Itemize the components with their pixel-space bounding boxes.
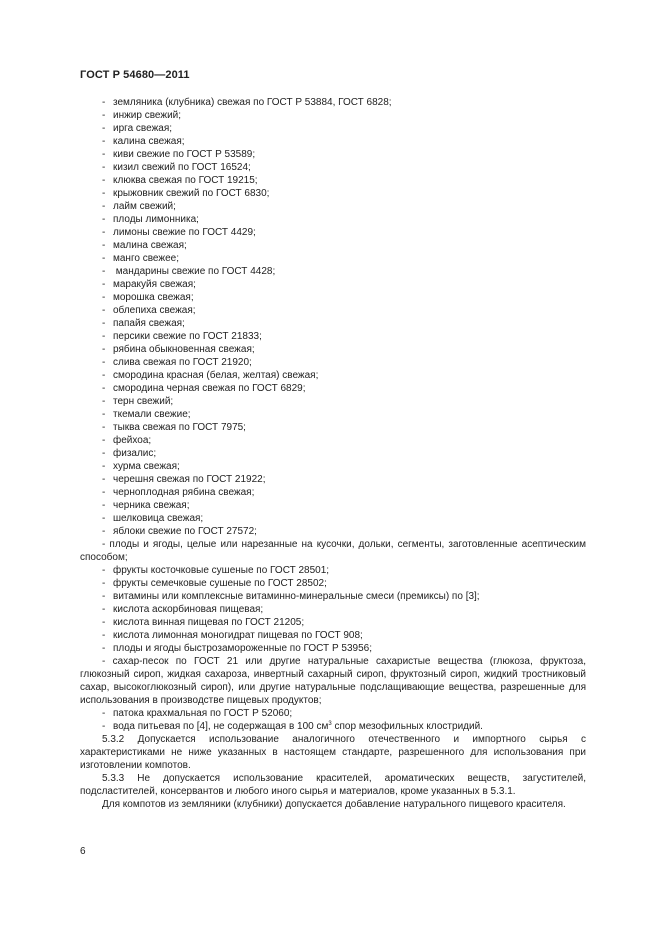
list-item-text: смородина красная (белая, желтая) свежая; xyxy=(113,370,319,381)
list-item xyxy=(80,434,586,447)
list-item xyxy=(80,278,586,291)
list-item xyxy=(80,382,586,395)
list-item xyxy=(80,577,586,590)
list-item-text: смородина черная свежая по ГОСТ 6829; xyxy=(113,383,306,394)
list-dash: - xyxy=(102,643,106,654)
list-dash: - xyxy=(102,110,106,121)
paragraph-strawberry-dye: Для компотов из земляники (клубники) допускается добавление натурального пищевого красителя. xyxy=(102,799,566,810)
list-item xyxy=(80,447,586,460)
ingredient-list-2 xyxy=(80,564,586,655)
list-item-text: патока крахмальная по ГОСТ Р 52060; xyxy=(113,708,293,719)
list-dash: - xyxy=(102,279,106,290)
list-item-text: фрукты семечковые сушеные по ГОСТ 28502; xyxy=(113,578,327,589)
list-item-text: тыква свежая по ГОСТ 7975; xyxy=(113,422,246,433)
list-dash: - xyxy=(102,578,106,589)
list-item-text: облепиха свежая; xyxy=(113,305,196,316)
list-item xyxy=(80,317,586,330)
list-dash: - xyxy=(102,617,106,628)
list-dash: - xyxy=(102,188,106,199)
list-dash: - xyxy=(102,318,106,329)
list-item-text: папайя свежая; xyxy=(113,318,185,329)
list-item xyxy=(80,239,586,252)
list-dash: - xyxy=(102,565,106,576)
list-dash: - xyxy=(102,370,106,381)
list-item xyxy=(80,122,586,135)
water-text-b: спор мезофильных клостридий. xyxy=(331,721,483,732)
list-item xyxy=(80,486,586,499)
list-item xyxy=(80,109,586,122)
list-dash: - xyxy=(102,149,106,160)
list-dash: - xyxy=(102,253,106,264)
list-dash: - xyxy=(102,630,106,641)
list-dash: - xyxy=(102,383,106,394)
list-item xyxy=(80,265,586,278)
list-item xyxy=(80,291,586,304)
list-item xyxy=(80,135,586,148)
ingredient-list xyxy=(80,96,586,538)
list-dash: - xyxy=(102,305,106,316)
list-item xyxy=(80,460,586,473)
list-item-text: черешня свежая по ГОСТ 21922; xyxy=(113,474,266,485)
list-dash: - xyxy=(102,422,106,433)
list-item xyxy=(80,616,586,629)
list-item xyxy=(80,200,586,213)
ingredient-list-3 xyxy=(80,707,586,720)
list-item xyxy=(80,304,586,317)
list-dash: - xyxy=(102,435,106,446)
list-dash: - xyxy=(102,344,106,355)
list-item xyxy=(80,330,586,343)
list-item-text: инжир свежий; xyxy=(113,110,182,121)
list-item-text: витамины или комплексные витаминно-минеральные смеси (премиксы) по [3]; xyxy=(113,591,480,602)
list-item xyxy=(80,512,586,525)
list-dash: - xyxy=(102,487,106,498)
document-header: ГОСТ Р 54680—2011 xyxy=(80,69,190,81)
list-item-text: крыжовник свежий по ГОСТ 6830; xyxy=(113,188,270,199)
list-item-text: плоды и ягоды быстрозамороженные по ГОСТ Р 53956; xyxy=(113,643,372,654)
list-item-water: - вода питьевая по [4], не содержащая в 100 $см^3$ спор мезофильных клостридий. xyxy=(102,721,483,732)
list-dash: - xyxy=(102,331,106,342)
list-item-text: плоды лимонника; xyxy=(113,214,199,225)
list-item-text: ткемали свежие; xyxy=(113,409,191,420)
paragraph-5-3-3: 5.3.3 Не допускается использование красителей, ароматических веществ, загустителей, подсластителей, консервантов и любого иного сырья и материалов, кроме указанных в 5.3.1. xyxy=(80,773,586,797)
water-text-a: вода питьевая по [4], не содержащая в 100 см xyxy=(113,721,329,732)
list-dash: - xyxy=(102,123,106,134)
list-dash: - xyxy=(102,227,106,238)
list-item xyxy=(80,421,586,434)
list-item-text: лайм свежий; xyxy=(113,201,176,212)
list-item-text: кислота аскорбиновая пищевая; xyxy=(113,604,264,615)
list-item-text: яблоки свежие по ГОСТ 27572; xyxy=(113,526,257,537)
list-dash: - xyxy=(102,162,106,173)
list-item-text: черноплодная рябина свежая; xyxy=(113,487,255,498)
list-dash: - xyxy=(102,500,106,511)
list-item xyxy=(80,174,586,187)
list-item-text: фрукты косточковые сушеные по ГОСТ 28501; xyxy=(113,565,330,576)
list-dash: - xyxy=(102,591,106,602)
list-item-text: кизил свежий по ГОСТ 16524; xyxy=(113,162,251,173)
list-dash: - xyxy=(102,396,106,407)
list-item xyxy=(80,161,586,174)
page-number: 6 xyxy=(80,846,86,857)
list-dash: - xyxy=(102,513,106,524)
list-item-text: кислота винная пищевая по ГОСТ 21205; xyxy=(113,617,305,628)
list-item-text: терн свежий; xyxy=(113,396,174,407)
list-item-text: малина свежая; xyxy=(113,240,187,251)
list-item xyxy=(80,252,586,265)
document-body xyxy=(80,96,586,811)
list-item xyxy=(80,642,586,655)
list-item-text: кислота лимонная моногидрат пищевая по ГОСТ 908; xyxy=(113,630,363,641)
water-superscript: 3 xyxy=(328,721,332,727)
list-item xyxy=(80,499,586,512)
list-item xyxy=(80,525,586,538)
list-dash: - xyxy=(102,175,106,186)
list-dash: - xyxy=(102,136,106,147)
list-item-text: фейхоа; xyxy=(113,435,152,446)
list-dash: - xyxy=(102,461,106,472)
list-dash: - xyxy=(102,97,106,108)
paragraph-5-3-2: 5.3.2 Допускается использование аналогичного отечественного и импортного сырья с характеристиками не ниже указанных в настоящем стандарте, разрешенного для использования при изготовлении компотов. xyxy=(80,734,586,771)
list-item xyxy=(80,148,586,161)
list-dash: - xyxy=(102,708,106,719)
list-dash: - xyxy=(102,214,106,225)
list-item-text: земляника (клубника) свежая по ГОСТ Р 53884, ГОСТ 6828; xyxy=(113,97,392,108)
list-dash: - xyxy=(102,292,106,303)
list-item-text: клюква свежая по ГОСТ 19215; xyxy=(113,175,258,186)
list-item xyxy=(80,356,586,369)
list-item xyxy=(80,226,586,239)
list-item xyxy=(80,408,586,421)
list-item-text: маракуйя свежая; xyxy=(113,279,196,290)
list-dash: - xyxy=(102,201,106,212)
list-item xyxy=(80,213,586,226)
list-item-text: слива свежая по ГОСТ 21920; xyxy=(113,357,252,368)
list-item xyxy=(80,629,586,642)
list-item-text: калина свежая; xyxy=(113,136,185,147)
list-item xyxy=(80,603,586,616)
list-dash: - xyxy=(102,526,106,537)
list-item-text: ирга свежая; xyxy=(113,123,173,134)
list-item-text: манго свежее; xyxy=(113,253,179,264)
list-item-text: мандарины свежие по ГОСТ 4428; xyxy=(113,266,276,277)
list-dash: - xyxy=(102,604,106,615)
list-item xyxy=(80,473,586,486)
list-item xyxy=(80,707,586,720)
list-dash: - xyxy=(102,357,106,368)
list-item-text: хурма свежая; xyxy=(113,461,180,472)
list-item xyxy=(80,590,586,603)
list-dash: - xyxy=(102,266,106,277)
list-item-text: персики свежие по ГОСТ 21833; xyxy=(113,331,262,342)
list-item xyxy=(80,369,586,382)
list-item-text: киви свежие по ГОСТ Р 53589; xyxy=(113,149,256,160)
list-item-text: шелковица свежая; xyxy=(113,513,204,524)
list-dash: - xyxy=(102,474,106,485)
list-item-text: морошка свежая; xyxy=(113,292,194,303)
list-item-text: лимоны свежие по ГОСТ 4429; xyxy=(113,227,256,238)
list-item-text: физалис; xyxy=(113,448,157,459)
list-item xyxy=(80,187,586,200)
list-dash: - xyxy=(102,409,106,420)
list-item xyxy=(80,395,586,408)
paragraph-fruits-cut: - плоды и ягоды, целые или нарезанные на кусочки, дольки, сегменты, заготовленные асептическим способом; xyxy=(80,539,586,563)
list-item-text: рябина обыкновенная свежая; xyxy=(113,344,255,355)
paragraph-sugar: - сахар-песок по ГОСТ 21 или другие натуральные сахаристые вещества (глюкоза, фруктоза, глюкозный сироп, жидкая сахароза, инвертный сахарный сироп, фруктозный сироп, жидкий тростниковый сахар, высокоглюкозный сироп), или другие натуральные подслащивающие вещества, разрешенные для использования в производстве пищевых продуктов; xyxy=(80,656,586,706)
list-item xyxy=(80,564,586,577)
list-item-text: черника свежая; xyxy=(113,500,190,511)
list-item xyxy=(80,343,586,356)
list-dash: - xyxy=(102,240,106,251)
list-item xyxy=(80,96,586,109)
list-dash: - xyxy=(102,448,106,459)
